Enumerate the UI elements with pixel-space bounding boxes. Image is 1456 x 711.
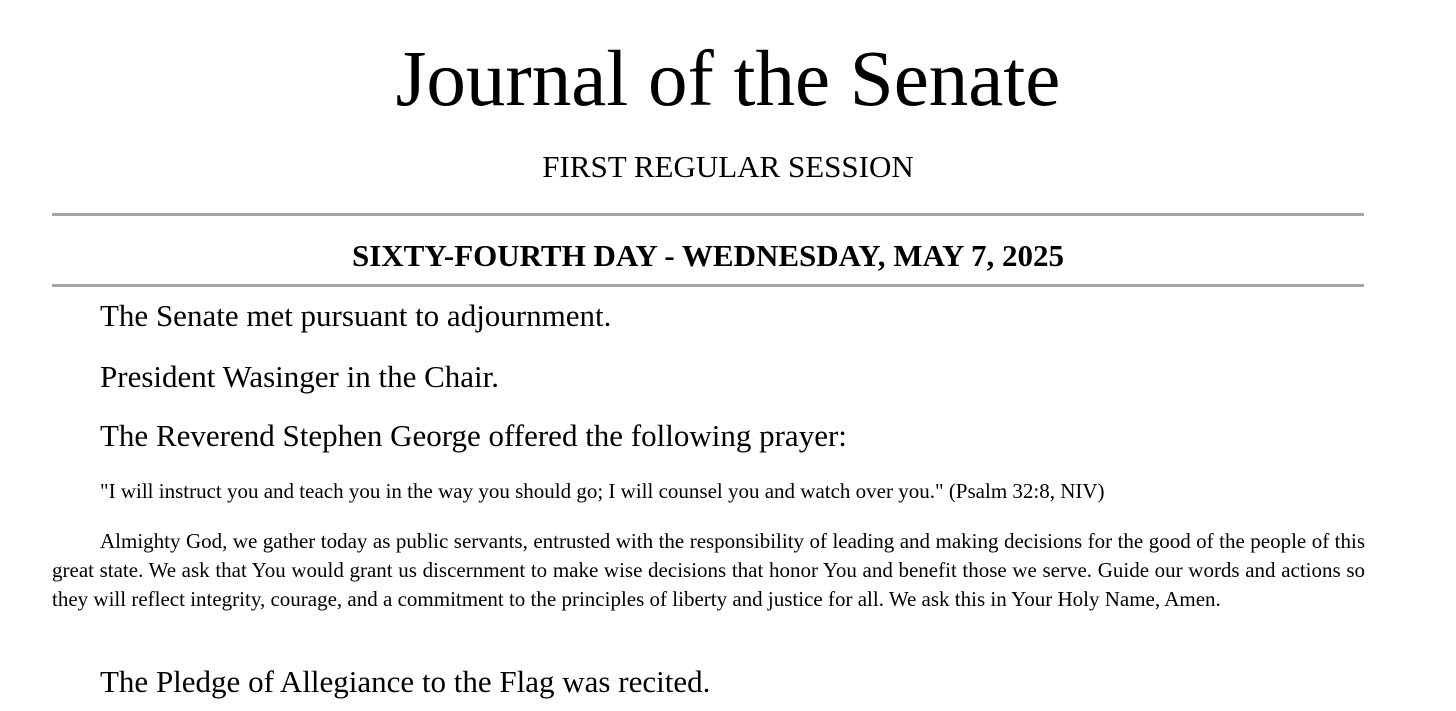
journal-title: Journal of the Senate (395, 36, 1061, 123)
pledge-paragraph: The Pledge of Allegiance to the Flag was recited. (100, 664, 711, 699)
chair-paragraph: President Wasinger in the Chair. (100, 359, 500, 394)
prayer-text: Almighty God, we gather today as public servants, entrusted with the responsibility of leading and making decisions for the good of the people of this great state. We ask that You would grant us discernment to make wise decisions that honor You and benefit those we serve. Guide our words and actions so they will reflect integrity, courage, and a commitment to the principles of liberty and justice for all. We ask this in Your Holy Name, Amen. (52, 529, 1365, 611)
prayer-intro-paragraph: The Reverend Stephen George offered the following prayer: (100, 418, 847, 453)
bottom-divider (52, 284, 1364, 287)
top-divider (52, 213, 1364, 216)
day-heading: SIXTY-FOURTH DAY - WEDNESDAY, MAY 7, 2025 (351, 238, 1065, 273)
scripture-verse: "I will instruct you and teach you in the way you should go; I will counsel you and watch over you." (Psalm 32:8, NIV) (100, 479, 1105, 503)
session-label: FIRST REGULAR SESSION (542, 149, 914, 184)
senate-met-paragraph: The Senate met pursuant to adjournment. (100, 298, 612, 333)
